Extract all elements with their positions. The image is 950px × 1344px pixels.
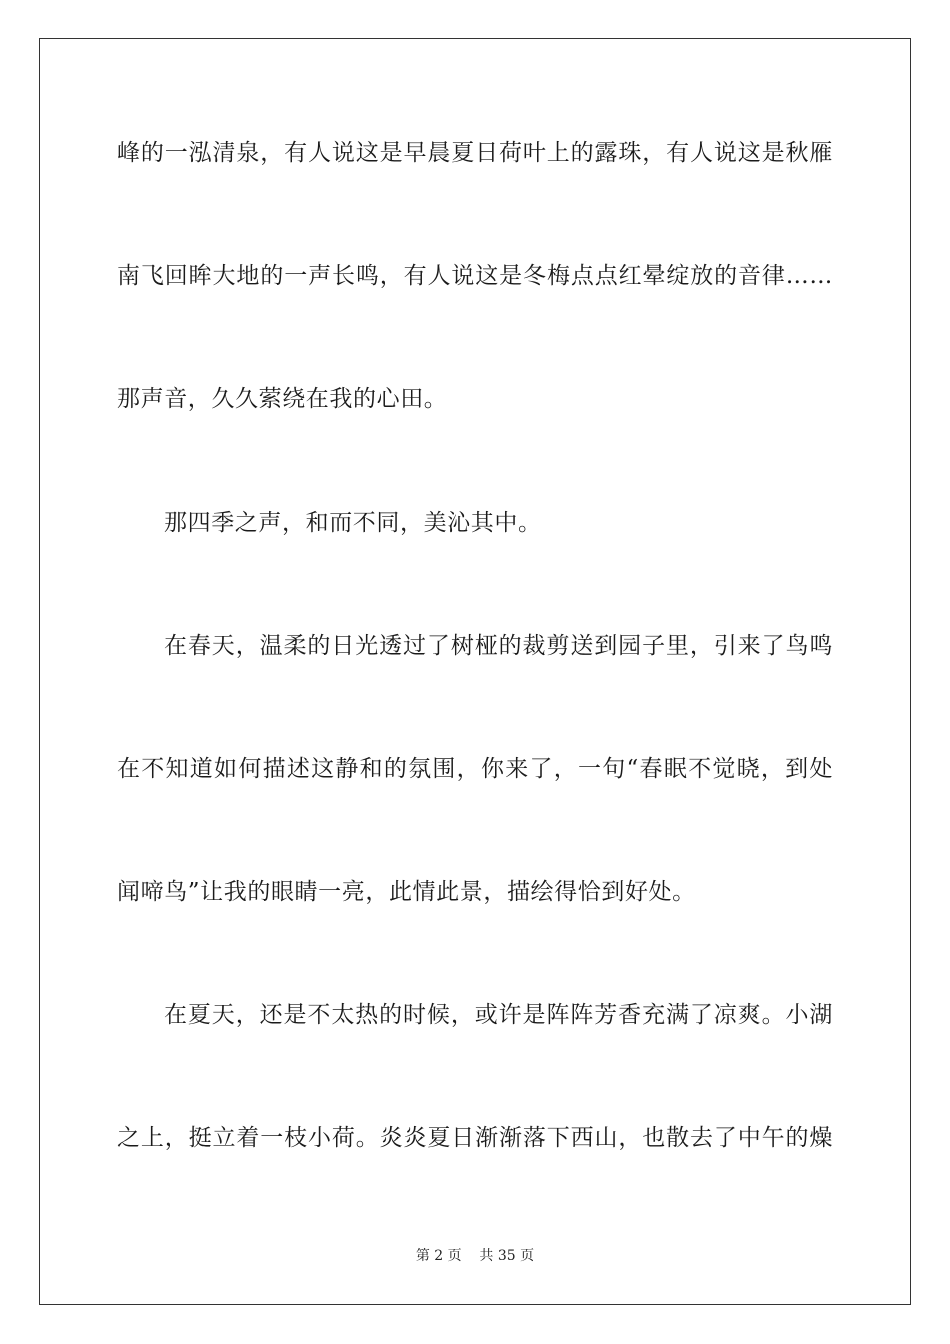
paragraph-spring-line-2: 在不知道如何描述这静和的氛围，你来了，一句“春眠不觉晓，到处 [117,756,833,782]
text-line-3: 那声音，久久萦绕在我的心田。 [117,386,448,412]
text-line-1: 峰的一泓清泉，有人说这是早晨夏日荷叶上的露珠，有人说这是秋雁 [117,140,833,166]
paragraph-summer-line-1: 在夏天，还是不太热的时候，或许是阵阵芳香充满了凉爽。小湖 [164,1002,833,1028]
paragraph-four-seasons: 那四季之声，和而不同，美沁其中。 [164,510,542,536]
page-number-footer: 第 2 页 共 35 页 [415,1248,535,1264]
paragraph-spring-line-3: 闻啼鸟”让我的眼睛一亮，此情此景，描绘得恰到好处。 [117,879,696,905]
page-border [39,38,911,1305]
paragraph-summer-line-2: 之上，挺立着一枝小荷。炎炎夏日渐渐落下西山，也散去了中午的燥 [117,1125,833,1151]
paragraph-spring-line-1: 在春天，温柔的日光透过了树桠的裁剪送到园子里，引来了鸟鸣 [164,633,833,659]
text-line-2: 南飞回眸大地的一声长鸣，有人说这是冬梅点点红晕绽放的音律…… [117,263,833,289]
